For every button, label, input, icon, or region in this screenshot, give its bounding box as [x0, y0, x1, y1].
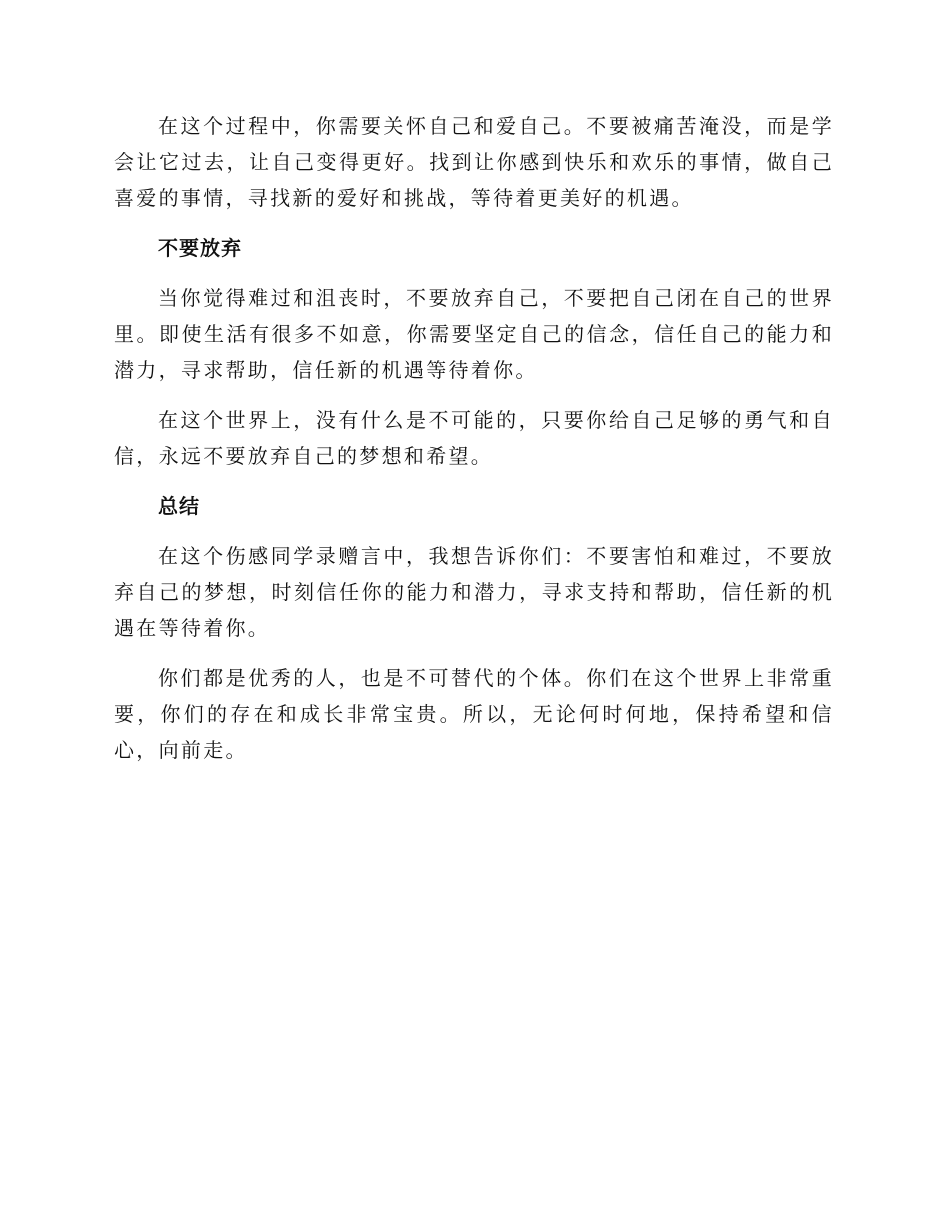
heading-summary: 总结: [158, 494, 200, 518]
paragraph-dont-give-up: 当你觉得难过和沮丧时，不要放弃自己，不要把自己闭在自己的世界里。即使生活有很多不如意，你需要坚定自己的信念，信任自己的能力和潜力，寻求帮助，信任新的机遇等待着你。: [114, 286, 834, 382]
paragraph-self-care: 在这个过程中，你需要关怀自己和爱自己。不要被痛苦淹没，而是学会让它过去，让自己变得更好。找到让你感到快乐和欢乐的事情，做自己喜爱的事情，寻找新的爱好和挑战，等待着更美好的机遇。: [114, 114, 834, 210]
document-page: [114, 108, 834, 782]
paragraph-summary: 在这个伤感同学录赠言中，我想告诉你们：不要害怕和难过，不要放弃自己的梦想，时刻信任你的能力和潜力，寻求支持和帮助，信任新的机遇在等待着你。: [114, 544, 834, 640]
paragraph-closing: 你们都是优秀的人，也是不可替代的个体。你们在这个世界上非常重要，你们的存在和成长非常宝贵。所以，无论何时何地，保持希望和信心，向前走。: [114, 666, 834, 762]
paragraph-courage: 在这个世界上，没有什么是不可能的，只要你给自己足够的勇气和自信，永远不要放弃自己的梦想和希望。: [114, 408, 834, 468]
heading-dont-give-up: 不要放弃: [158, 236, 242, 260]
